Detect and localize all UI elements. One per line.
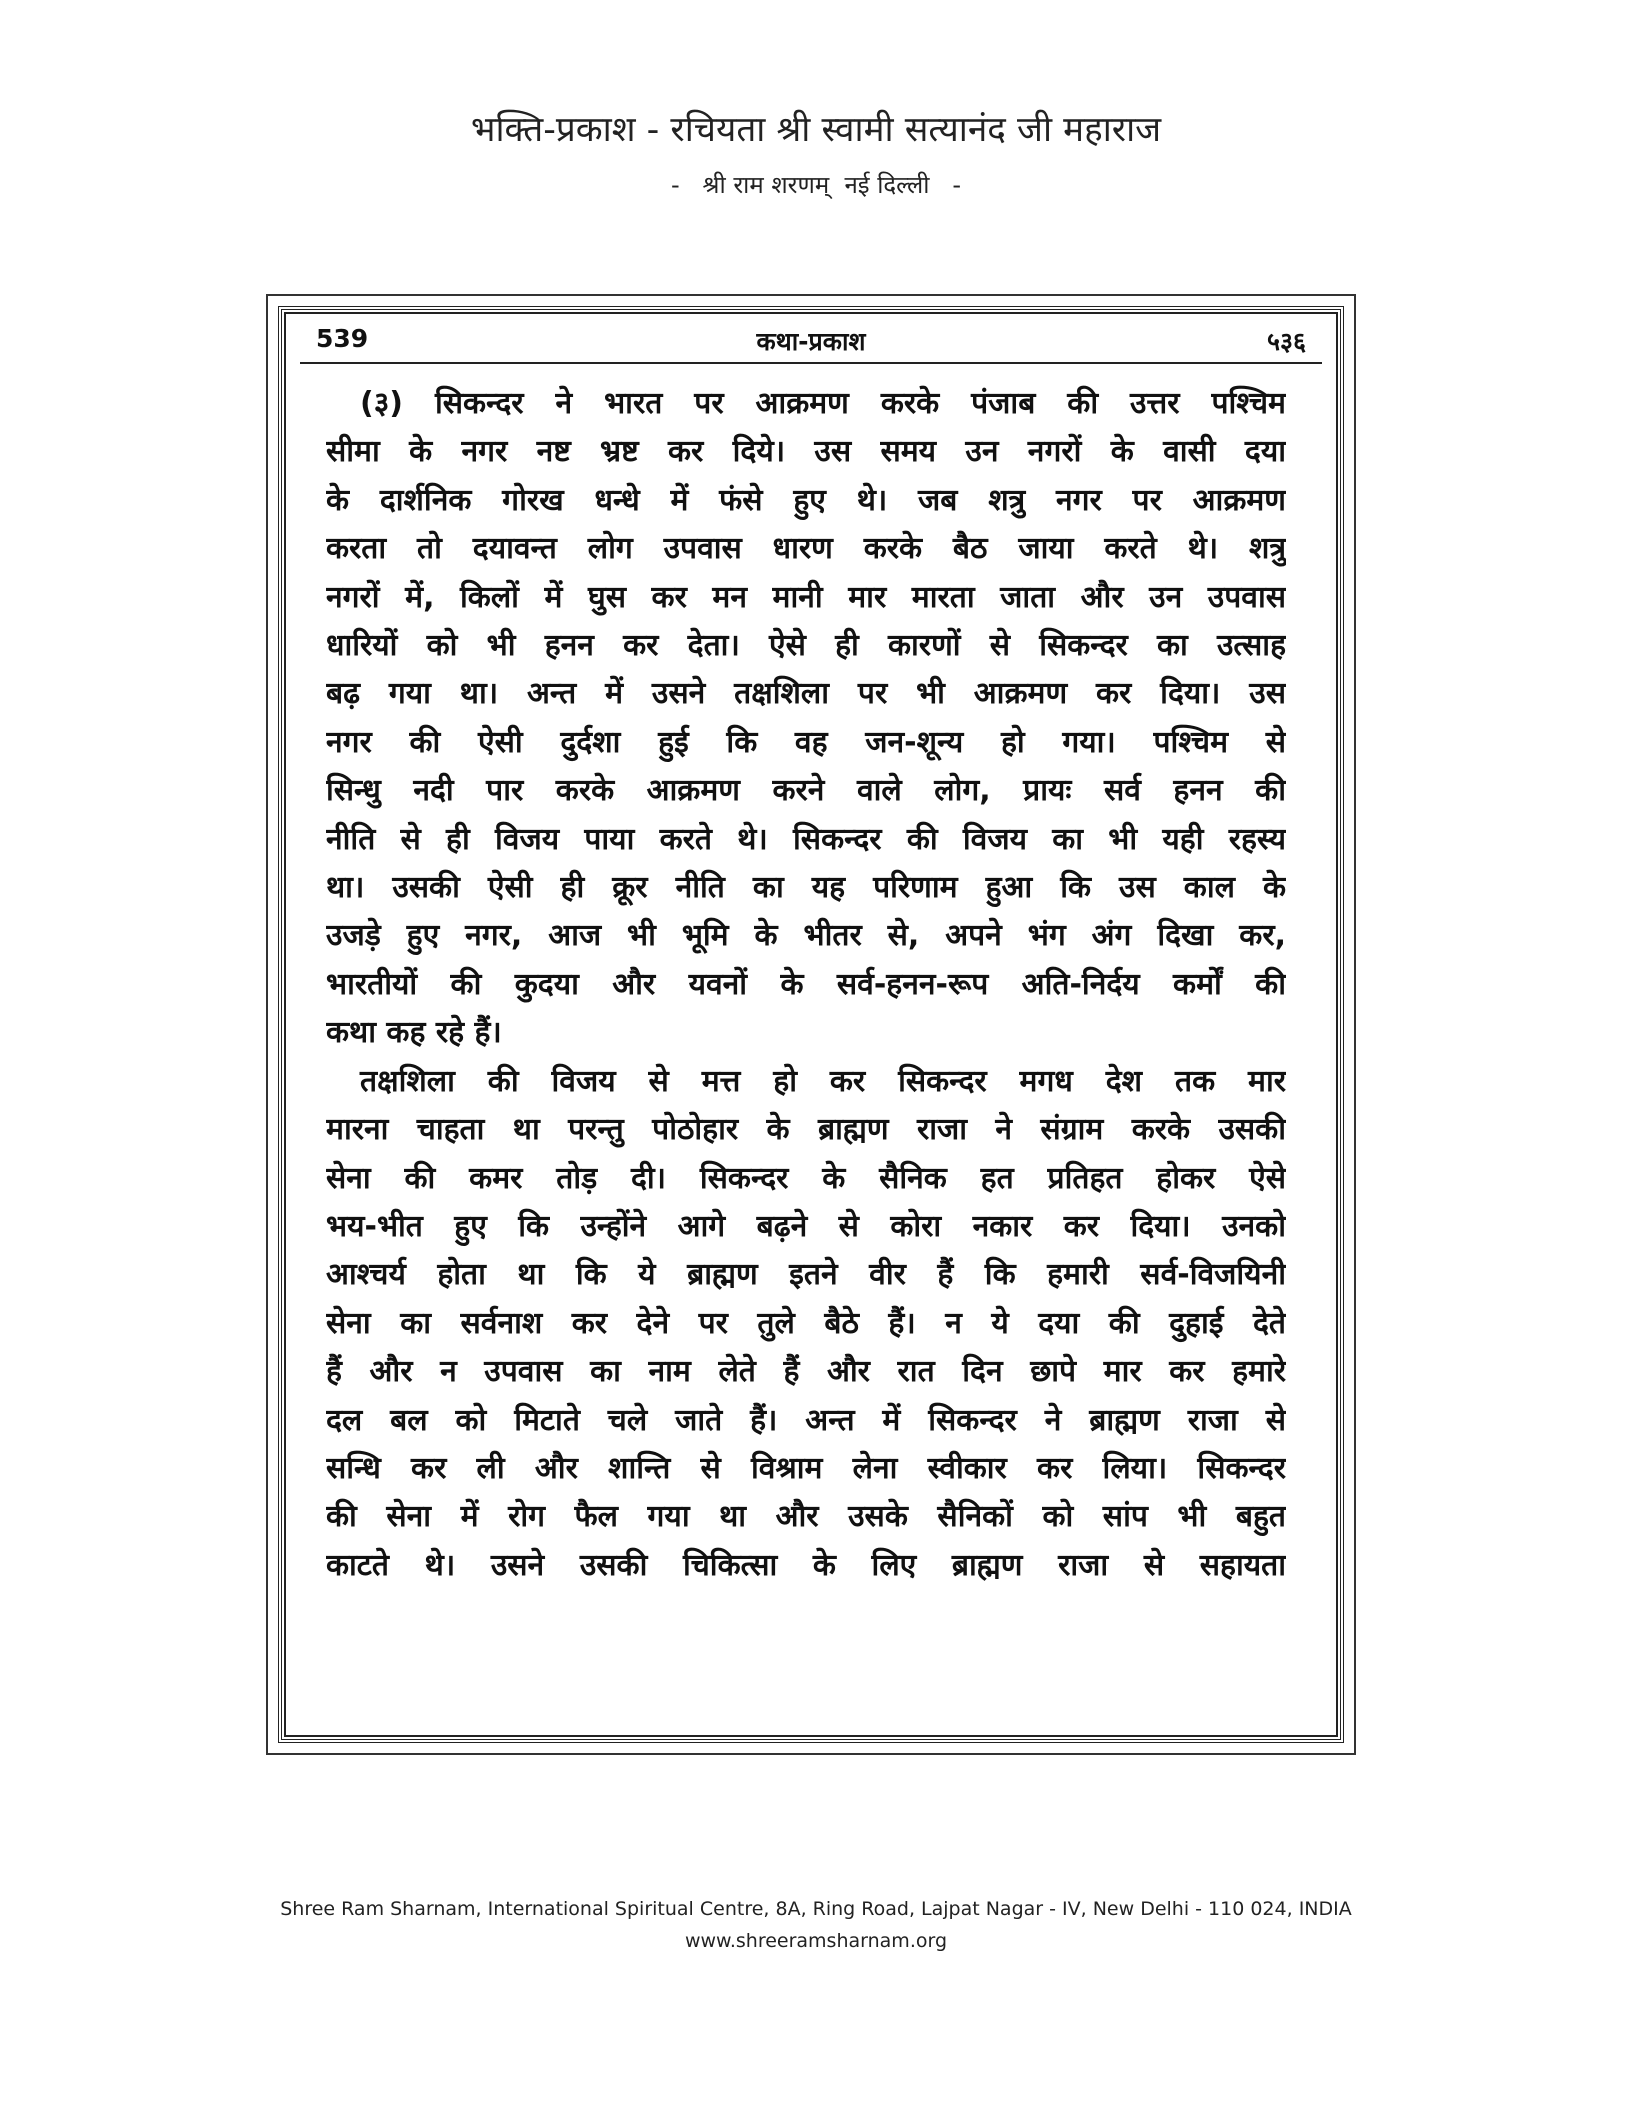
text-line: (३) सिकन्दर ने भारत पर आक्रमण करके पंजाब की उत्तर पश्चिम (360, 386, 1286, 421)
paragraph-2 (326, 1058, 1286, 1590)
text-line: तक्षशिला की विजय से मत्त हो कर सिकन्दर मगध देश तक मार (360, 1063, 1286, 1099)
text-line: कथा कह रहे हैं। (326, 1015, 502, 1051)
footer-website-link[interactable]: www.shreeramsharnam.org (684, 1930, 948, 1952)
text-line: हैं और न उपवास का नाम लेते हैं और रात दिन छापे मार कर हमारे (326, 1354, 1286, 1390)
text-line: सीमा के नगर नष्ट भ्रष्ट कर दिये। उस समय उन नगरों के वासी दया (326, 434, 1286, 470)
text-line: की सेना में रोग फैल गया था और उसके सैनिकों को सांप भी बहुत (326, 1499, 1286, 1535)
text-line: उजड़े हुए नगर, आज भी भूमि के भीतर से, अपने भंग अंग दिखा कर, (326, 918, 1286, 954)
section-title: कथा-प्रकाश (756, 327, 866, 356)
text-line: के दार्शनिक गोरख धन्धे में फंसे हुए थे। जब शत्रु नगर पर आक्रमण (326, 482, 1286, 518)
text-line: सिन्धु नदी पार करके आक्रमण करने वाले लोग, प्रायः सर्व हनन की (326, 773, 1286, 809)
running-head (316, 320, 1306, 360)
page-number-devanagari: ५३६ (1266, 327, 1306, 356)
text-line: भय-भीत हुए कि उन्होंने आगे बढ़ने से कोरा नकार कर दिया। उनको (326, 1208, 1286, 1244)
text-line: सन्धि कर ली और शान्ति से विश्राम लेना स्वीकार कर लिया। सिकन्दर (326, 1450, 1286, 1486)
text-line: था। उसकी ऐसी ही क्रूर नीति का यह परिणाम हुआ कि उस काल के (326, 870, 1286, 906)
footer-address: Shree Ram Sharnam, International Spiritual Centre, 8A, Ring Road, Lajpat Nagar - IV, New Delhi - 110 024, INDIA (280, 1898, 1352, 1920)
text-line: दल बल को मिटाते चले जाते हैं। अन्त में सिकन्दर ने ब्राह्मण राजा से (326, 1402, 1286, 1438)
text-line: काटते थे। उसने उसकी चिकित्सा के लिए ब्राह्मण राजा से सहायता (326, 1547, 1286, 1583)
text-line: आश्चर्य होता था कि ये ब्राह्मण इतने वीर हैं कि हमारी सर्व-विजयिनी (326, 1257, 1286, 1293)
book-title-header: भक्ति-प्रकाश - रचियता श्री स्वामी सत्यानंद जी महाराज (470, 110, 1162, 150)
body-text (326, 380, 1286, 1590)
publisher-subtitle: - श्री राम शरणम् नई दिल्ली - (670, 171, 962, 199)
text-line: नगर की ऐसी दुर्दशा हुई कि वह जन-शून्य हो गया। पश्चिम से (326, 724, 1286, 760)
paragraph-1 (326, 380, 1286, 1058)
text-line: सेना का सर्वनाश कर देने पर तुले बैठे हैं। न ये दया की दुहाई देते (326, 1305, 1286, 1341)
page-number-arabic: 539 (316, 324, 369, 353)
text-line: भारतीयों की कुदया और यवनों के सर्व-हनन-रूप अति-निर्दय कर्मों की (326, 966, 1286, 1002)
text-line: धारियों को भी हनन कर देता। ऐसे ही कारणों से सिकन्दर का उत्साह (326, 628, 1286, 664)
text-line: नीति से ही विजय पाया करते थे। सिकन्दर की विजय का भी यही रहस्य (326, 821, 1286, 857)
text-line: मारना चाहता था परन्तु पोठोहार के ब्राह्मण राजा ने संग्राम करके उसकी (326, 1112, 1286, 1148)
text-line: करता तो दयावन्त लोग उपवास धारण करके बैठ जाया करते थे। शत्रु (326, 531, 1286, 567)
text-line: बढ़ गया था। अन्त में उसने तक्षशिला पर भी आक्रमण कर दिया। उस (326, 676, 1286, 712)
text-line: नगरों में, किलों में घुस कर मन मानी मार मारता जाता और उन उपवास (326, 579, 1286, 615)
running-head-rule (300, 362, 1322, 364)
text-line: सेना की कमर तोड़ दी। सिकन्दर के सैनिक हत प्रतिहत होकर ऐसे (326, 1160, 1286, 1196)
